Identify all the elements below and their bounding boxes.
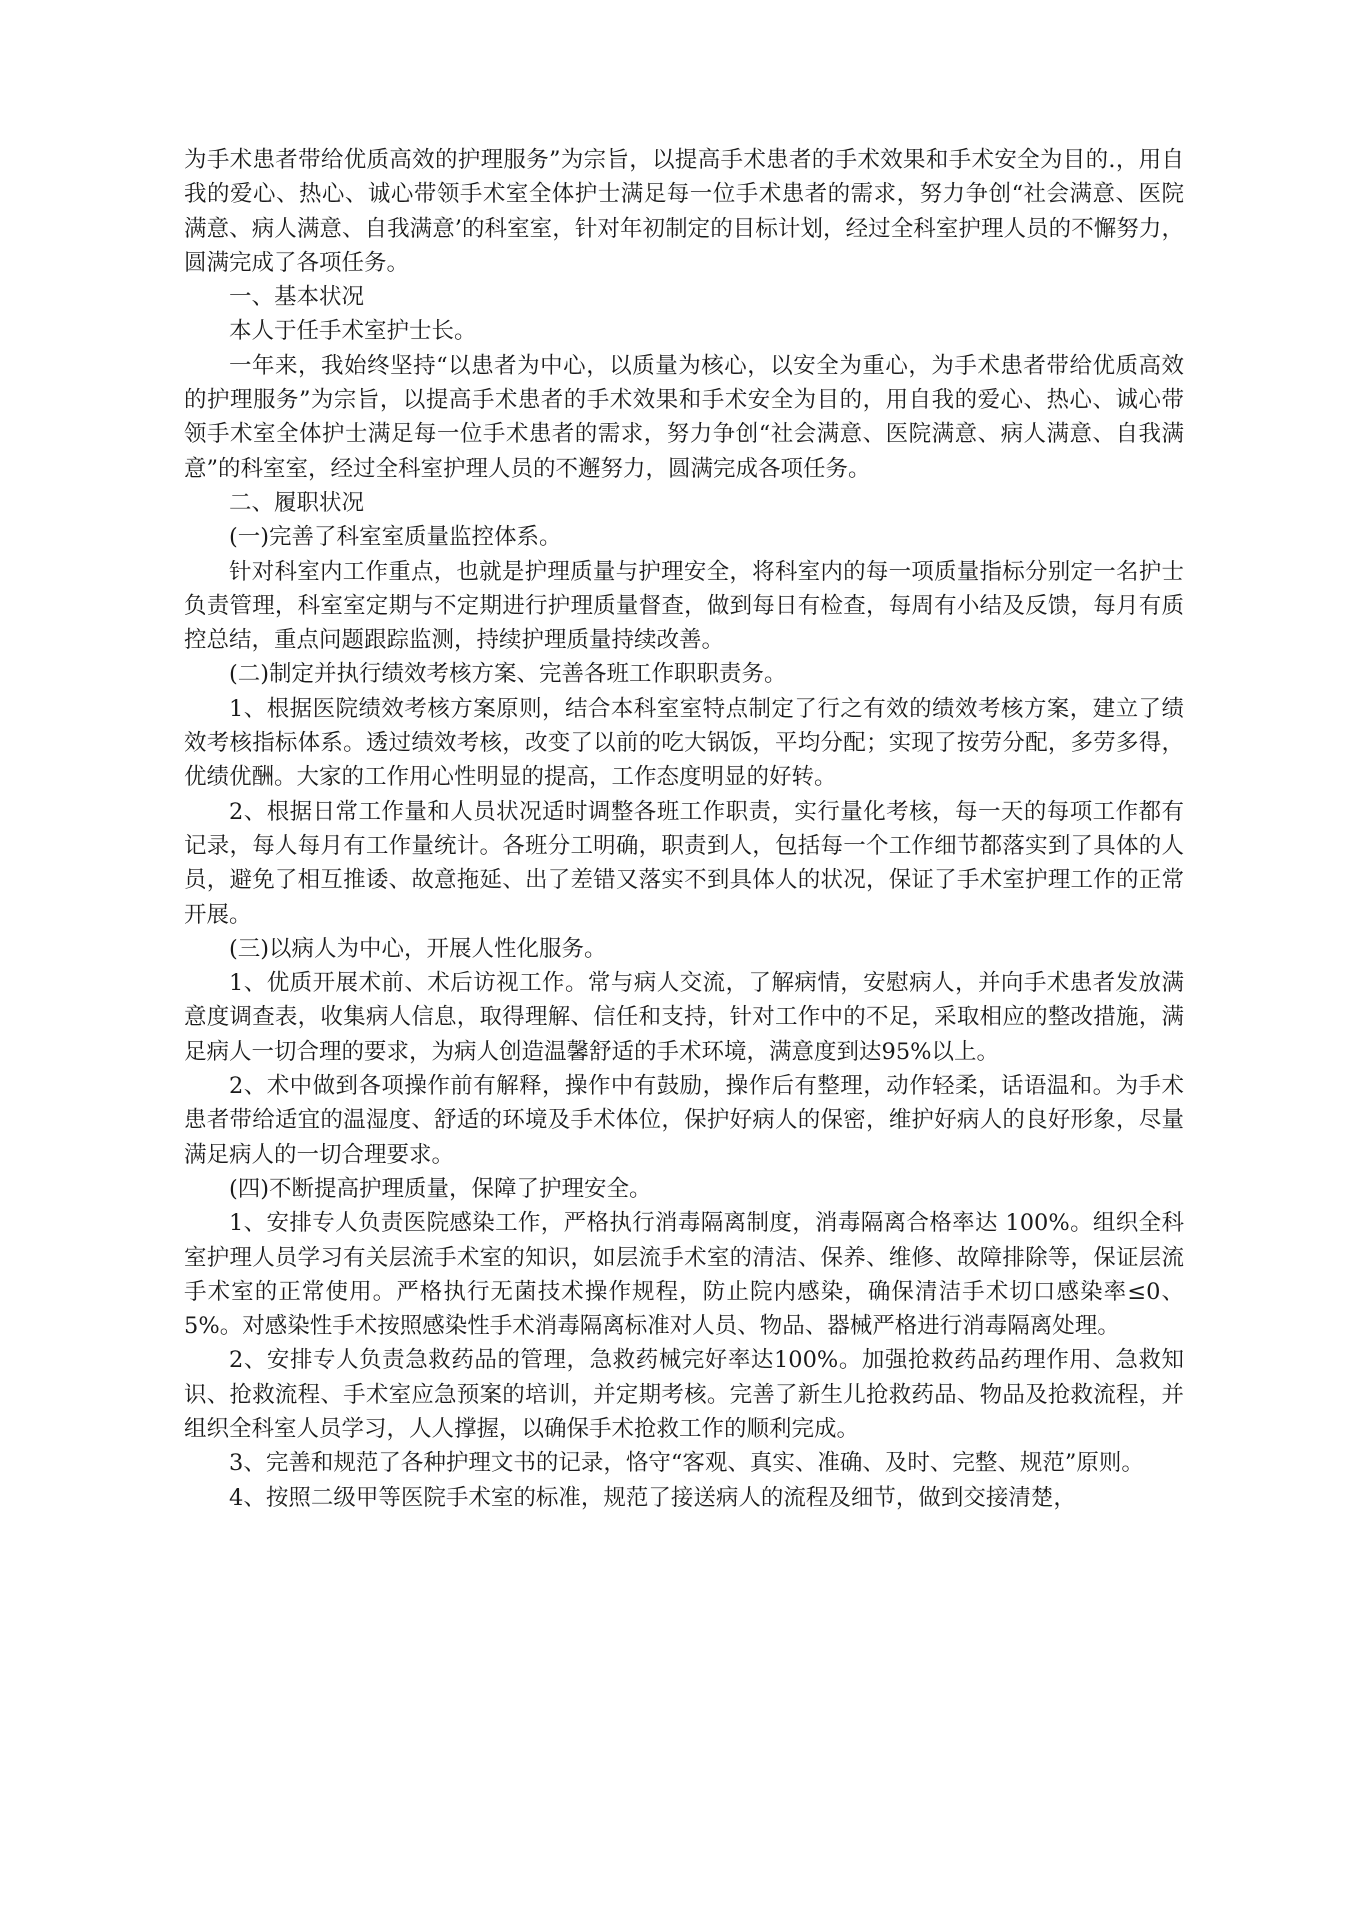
subsection-heading: (二)制定并执行绩效考核方案、完善各班工作职职责务。 <box>229 661 787 688</box>
paragraph: 2、术中做到各项操作前有解释，操作中有鼓励，操作后有整理，动作轻柔，话语温和。为手术患者带给适宜的温湿度、舒适的环境及手术体位，保护好病人的保密，维护好病人的良好形象，尽量满足病人的一切合理要求。 <box>184 1073 1184 1168</box>
paragraph: 1、根据医院绩效考核方案原则，结合本科室室特点制定了行之有效的绩效考核方案，建立了绩效考核指标体系。透过绩效考核，改变了以前的吃大锅饭，平均分配；实现了按劳分配，多劳多得，优绩优酬。大家的工作用心性明显的提高，工作态度明显的好转。 <box>184 695 1184 791</box>
paragraph: 本人于任手术室护士长。 <box>229 318 477 345</box>
subsection-heading: (一)完善了科室室质量监控体系。 <box>229 524 562 551</box>
paragraph: 4、按照二级甲等医院手术室的标准，规范了接送病人的流程及细节，做到交接清楚， <box>229 1484 1076 1511</box>
paragraph: 针对科室内工作重点，也就是护理质量与护理安全，将科室内的每一项质量指标分别定一名护士负责管理，科室室定期与不定期进行护理质量督查，做到每日有检查，每周有小结及反馈，每月有质控总结，重点问题跟踪监测，持续护理质量持续改善。 <box>184 558 1184 654</box>
paragraph: 2、根据日常工作量和人员状况适时调整各班工作职责，实行量化考核，每一天的每项工作都有记录，每人每月有工作量统计。各班分工明确，职责到人，包括每一个工作细节都落实到了具体的人员，避免了相互推诿、故意拖延、出了差错又落实不到具体人的状况，保证了手术室护理工作的正常开展。 <box>184 798 1184 928</box>
paragraph: 一年来，我始终坚持“以患者为中心，以质量为核心，以安全为重心，为手术患者带给优质高效的护理服务”为宗旨，以提高手术患者的手术效果和手术安全为目的，用自我的爱心、热心、诚心带领手术室全体护士满足每一位手术患者的需求，努力争创“社会满意、医院满意、病人满意、自我满意”的科室室，经过全科室护理人员的不邂努力，圆满完成各项任务。 <box>184 352 1184 482</box>
subsection-heading: (三)以病人为中心，开展人性化服务。 <box>229 935 607 962</box>
subsection-heading: (四)不断提高护理质量，保障了护理安全。 <box>229 1175 652 1202</box>
paragraph: 为手术患者带给优质高效的护理服务”为宗旨，以提高手术患者的手术效果和手术安全为目的.，用自我的爱心、热心、诚心带领手术室全体护士满足每一位手术患者的需求，努力争创“社会满意、医院满意、病人满意、自我满意’的科室室，针对年初制定的目标计划，经过全科室护理人员的不懈努力，圆满完成了各项任务。 <box>184 147 1184 276</box>
section-heading-duty-status: 二、履职状况 <box>229 489 365 516</box>
paragraph: 2、安排专人负责急救药品的管理，急救药械完好率达100%。加强抢救药品药理作用、急救知识、抢救流程、手术室应急预案的培训，并定期考核。完善了新生儿抢救药品、物品及抢救流程，并组织全科室人员学习，人人撑握，以确保手术抢救工作的顺利完成。 <box>184 1347 1184 1442</box>
paragraph: 1、安排专人负责医院感染工作，严格执行消毒隔离制度，消毒隔离合格率达 100%。组织全科室护理人员学习有关层流手术室的知识，如层流手术室的清洁、保养、维修、故障排除等，保证层流手术室的正常使用。严格执行无菌技术操作规程，防止院内感染，确保清洁手术切口感染率≤0、5%。对感染性手术按照感染性手术消毒隔离标准对人员、物品、器械严格进行消毒隔离处理。 <box>184 1210 1184 1340</box>
section-heading-basic-status: 一、基本状况 <box>229 284 365 311</box>
document-page <box>184 143 1184 1515</box>
paragraph: 1、优质开展术前、术后访视工作。常与病人交流，了解病情，安慰病人，并向手术患者发放满意度调查表，收集病人信息，取得理解、信任和支持，针对工作中的不足，采取相应的整改措施，满足病人一切合理的要求，为病人创造温馨舒适的手术环境，满意度到达95%以上。 <box>184 970 1184 1065</box>
paragraph: 3、完善和规范了各种护理文书的记录，恪守“客观、真实、准确、及时、完整、规范”原则。 <box>229 1450 1144 1477</box>
